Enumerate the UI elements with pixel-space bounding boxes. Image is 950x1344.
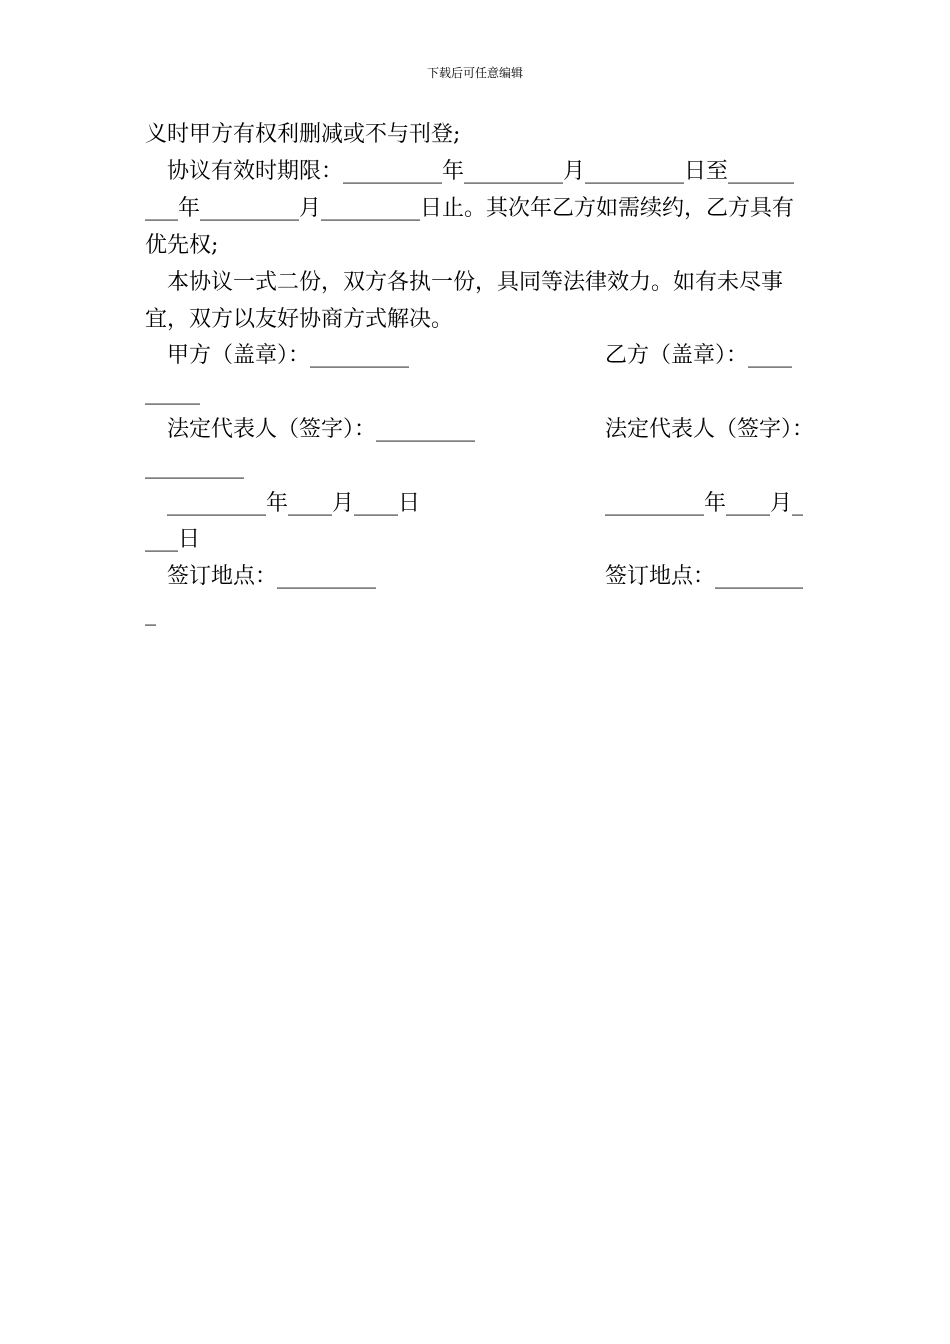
paragraph-line-1: 义时甲方有权利删减或不与刊登; — [145, 122, 461, 147]
party-b-seal-line: 乙方（盖章）：____ — [605, 343, 793, 368]
paragraph-line-5: 本协议一式二份，双方各执一份，具同等法律效力。如有未尽事 — [167, 270, 784, 295]
page-header: 下载后可任意编辑 — [426, 66, 523, 80]
party-b-representative-continuation: _________ — [145, 454, 244, 479]
party-b-place-continuation: _ — [145, 601, 156, 626]
party-b-seal-continuation: _____ — [145, 380, 200, 405]
party-a-representative-line: 法定代表人（签字）：_________ — [167, 417, 476, 442]
paragraph-line-3: ___年_________月_________日止。其次年乙方如需续约，乙方具有 — [145, 196, 795, 221]
party-a-seal-line: 甲方（盖章）：_________ — [167, 343, 410, 368]
party-b-representative-line: 法定代表人（签字）： — [605, 417, 815, 442]
paragraph-line-2: 协议有效时期限：_________年_________月_________日至______ — [167, 159, 795, 184]
party-b-date-line: _________年____月_ — [605, 491, 804, 516]
paragraph-line-6: 宜，双方以友好协商方式解决。 — [145, 307, 454, 332]
party-a-date-line: _________年____月____日 — [167, 491, 421, 516]
party-b-date-continuation: ___日 — [145, 527, 201, 552]
party-b-place-line: 签订地点：________ — [605, 564, 804, 589]
paragraph-line-4: 优先权; — [145, 233, 219, 258]
party-a-place-line: 签订地点：_________ — [167, 564, 377, 589]
